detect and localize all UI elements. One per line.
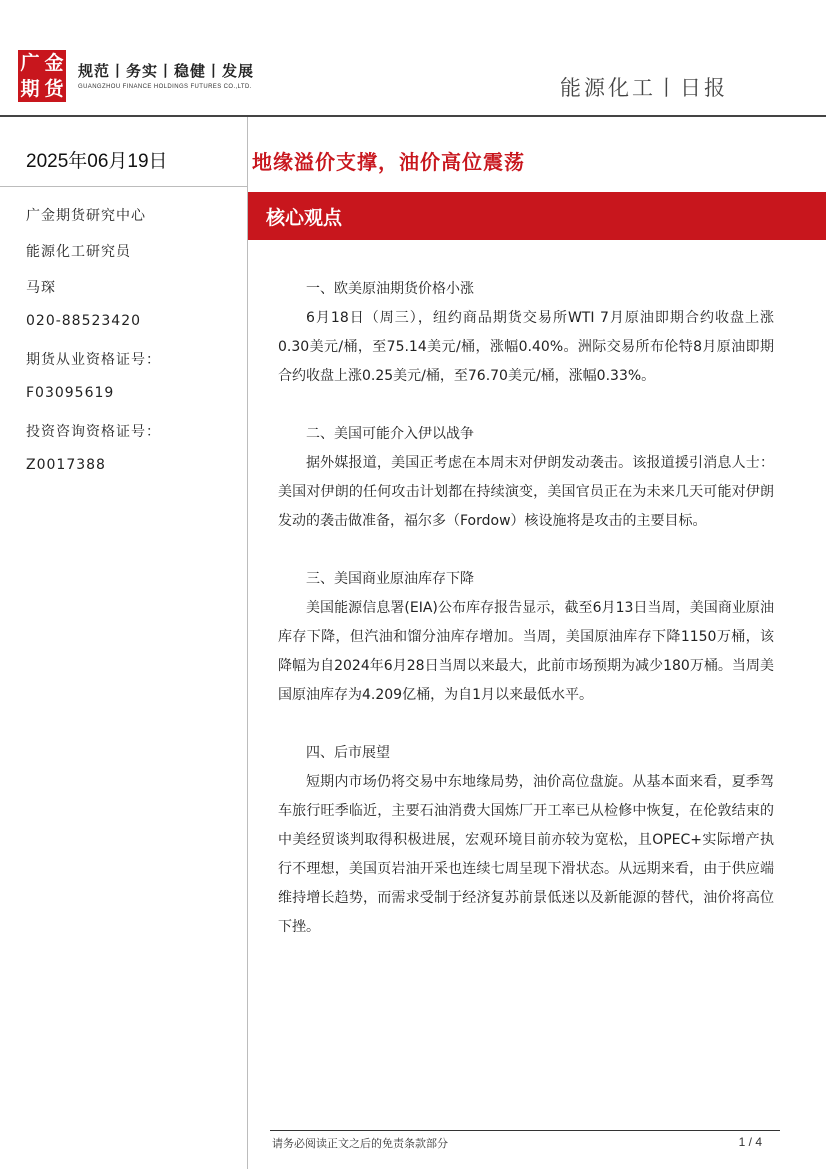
section-title: 核心观点 [266, 207, 343, 229]
header-divider [0, 115, 826, 117]
section-banner [248, 192, 826, 240]
section-heading: 三、美国商业原油库存下降 [306, 571, 474, 587]
section-paragraph: 据外媒报道，美国正考虑在本周末对伊朗发动袭击。该报道援引消息人士：美国对伊朗的任何攻击计划都在持续演变，美国官员正在为未来几天可能对伊朗发动的袭击做准备，福尔多（Fordow）核设施将是攻击的主要目标。 [278, 455, 774, 529]
report-type-label: 能源化工丨日报 [560, 76, 728, 100]
section-paragraph: 6月18日（周三），纽约商品期货交易所WTI 7月原油即期合约收盘上涨0.30美元/桶，至75.14美元/桶，涨幅0.40%。洲际交易所布伦特8月原油即期合约收盘上涨0.25美元/桶，至76.70美元/桶，涨幅0.33%。 [278, 310, 774, 384]
analyst-name: 马琛 [26, 280, 56, 296]
research-center: 广金期货研究中心 [26, 208, 146, 224]
report-date: 2025年06月19日 [26, 151, 168, 172]
report-body [278, 275, 774, 942]
logo-char: 期 [20, 77, 40, 100]
report-title: 地缘溢价支撑，油价高位震荡 [252, 150, 525, 174]
disclaimer-note: 请务必阅读正文之后的免责条款部分 [272, 1137, 448, 1150]
logo-char: 货 [44, 77, 64, 100]
futures-license-number: F03095619 [26, 385, 115, 401]
section-heading: 二、美国可能介入伊以战争 [306, 426, 474, 442]
company-english-name: GUANGZHOU FINANCE HOLDINGS FUTURES CO.,LTD. [78, 84, 252, 90]
section-heading: 一、欧美原油期货价格小涨 [306, 281, 474, 297]
logo-char: 金 [44, 51, 64, 74]
company-slogan: 规范丨务实丨稳健丨发展 [78, 62, 255, 80]
analyst-info [26, 205, 161, 493]
page-number: 1 / 4 [738, 1135, 762, 1149]
section-paragraph: 美国能源信息署(EIA)公布库存报告显示，截至6月13日当周，美国商业原油库存下降，但汽油和馏分油库存增加。当周，美国原油库存下降1150万桶，该降幅为自2024年6月28日当周以来最大，此前市场预期为减少180万桶。当周美国原油库存为4.209亿桶，为自1月以来最低水平。 [278, 600, 774, 703]
footer-divider [270, 1130, 780, 1131]
section-paragraph: 短期内市场仍将交易中东地缘局势，油价高位盘旋。从基本面来看，夏季驾车旅行旺季临近，主要石油消费大国炼厂开工率已从检修中恢复，在伦敦结束的中美经贸谈判取得积极进展，宏观环境目前亦较为宽松，且OPEC+实际增产执行不理想，美国页岩油开采也连续七周呈现下滑状态。从远期来看，由于供应端维持增长趋势，而需求受制于经济复苏前景低迷以及新能源的替代，油价将高位下挫。 [278, 774, 774, 935]
consulting-license-label: 投资咨询资格证号： [26, 424, 161, 440]
analyst-phone: 020-88523420 [26, 313, 142, 329]
company-logo [18, 50, 66, 102]
analyst-role: 能源化工研究员 [26, 244, 131, 260]
futures-license-label: 期货从业资格证号： [26, 352, 161, 368]
logo-char: 广 [20, 51, 40, 74]
column-divider [247, 117, 248, 1169]
left-divider [0, 186, 247, 187]
consulting-license-number: Z0017388 [26, 457, 106, 473]
section-heading: 四、后市展望 [306, 745, 390, 761]
